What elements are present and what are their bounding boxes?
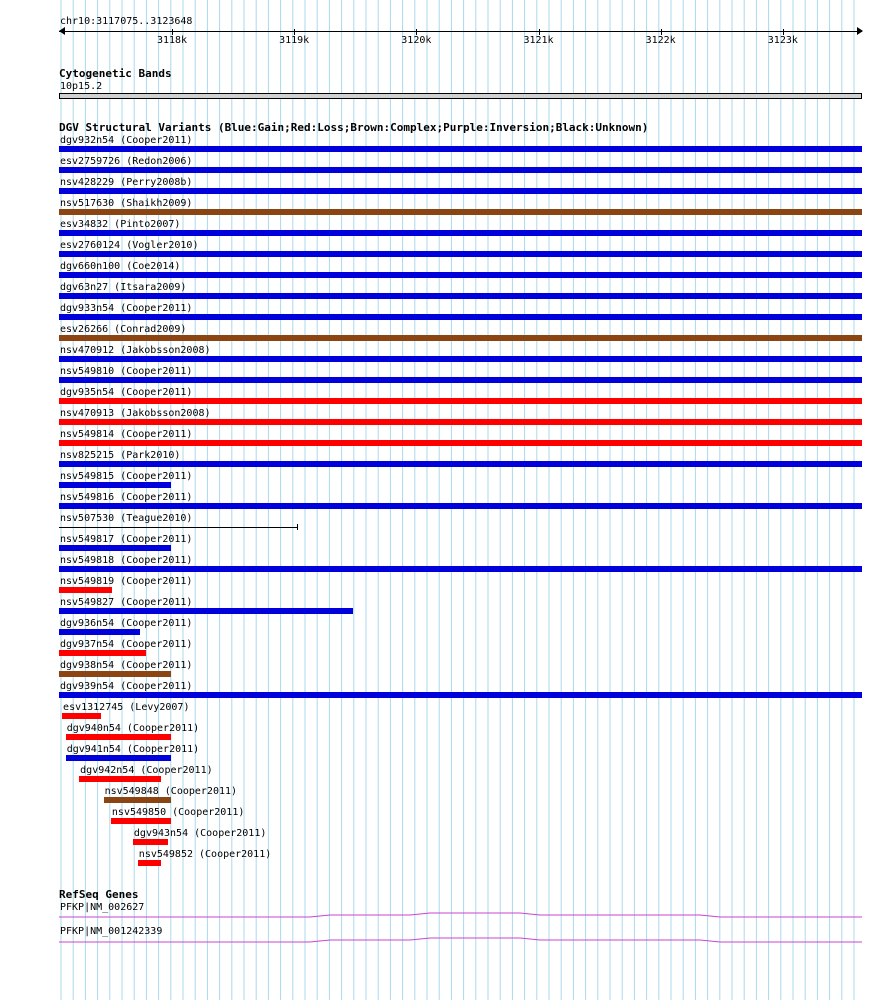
- variant-label[interactable]: nsv549815 (Cooper2011): [60, 471, 193, 482]
- variant-label[interactable]: nsv549827 (Cooper2011): [60, 597, 193, 608]
- variant-bar-loss[interactable]: [59, 650, 146, 656]
- variant-bar-loss[interactable]: [59, 440, 862, 446]
- variant-label[interactable]: nsv549816 (Cooper2011): [60, 492, 193, 503]
- variant-label[interactable]: dgv936n54 (Cooper2011): [60, 618, 193, 629]
- cytoband-10p15-2[interactable]: [59, 93, 862, 99]
- variant-label[interactable]: nsv507530 (Teague2010): [60, 513, 193, 524]
- refseq-track-title: RefSeq Genes: [59, 888, 139, 901]
- ruler-tick-label: 3121k: [523, 35, 554, 46]
- variant-bar-gain[interactable]: [59, 356, 862, 362]
- variant-label[interactable]: esv2760124 (Vogler2010): [60, 240, 199, 251]
- variant-bar-gain[interactable]: [59, 503, 862, 509]
- variant-label[interactable]: nsv549810 (Cooper2011): [60, 366, 193, 377]
- variant-label[interactable]: dgv942n54 (Cooper2011): [80, 765, 213, 776]
- ruler-tick-label: 3118k: [156, 35, 188, 46]
- variant-bar-gain[interactable]: [59, 188, 862, 194]
- variant-label[interactable]: nsv549819 (Cooper2011): [60, 576, 193, 587]
- variant-label[interactable]: nsv517630 (Shaikh2009): [60, 198, 193, 209]
- variant-label[interactable]: nsv549814 (Cooper2011): [60, 429, 193, 440]
- variant-bar-loss[interactable]: [62, 713, 101, 719]
- variant-label[interactable]: nsv549852 (Cooper2011): [138, 849, 272, 860]
- variant-bar-complex[interactable]: [104, 797, 171, 803]
- variant-bar-loss[interactable]: [66, 734, 171, 740]
- variant-bar-loss[interactable]: [111, 818, 171, 824]
- ruler-position-label: chr10:3117075..3123648: [60, 16, 193, 27]
- variant-bar-loss[interactable]: [59, 398, 862, 404]
- variant-bar-complex[interactable]: [59, 671, 171, 677]
- variant-bar-gain[interactable]: [59, 377, 862, 383]
- variant-bar-complex[interactable]: [59, 335, 862, 341]
- variant-label[interactable]: esv34832 (Pinto2007): [60, 219, 181, 230]
- variant-label[interactable]: dgv935n54 (Cooper2011): [60, 387, 193, 398]
- ruler-tick-label: 3122k: [645, 35, 676, 46]
- variant-bar-loss[interactable]: [59, 587, 112, 593]
- variant-bar-gain[interactable]: [59, 566, 862, 572]
- variant-bar-unknown[interactable]: [59, 527, 297, 528]
- ruler-arrow-left-icon: [59, 27, 65, 35]
- variant-label[interactable]: dgv932n54 (Cooper2011): [60, 135, 193, 146]
- variant-bar-gain[interactable]: [59, 293, 862, 299]
- variant-label[interactable]: dgv63n27 (Itsara2009): [60, 282, 187, 293]
- variant-bar-loss[interactable]: [79, 776, 161, 782]
- variant-bar-gain[interactable]: [66, 755, 171, 761]
- variant-label[interactable]: dgv943n54 (Cooper2011): [133, 828, 267, 839]
- variant-label[interactable]: nsv428229 (Perry2008b): [60, 177, 193, 188]
- variant-label[interactable]: nsv549817 (Cooper2011): [60, 534, 193, 545]
- ruler-tick-label: 3123k: [767, 35, 798, 46]
- variant-bar-gain[interactable]: [59, 314, 862, 320]
- gene-model-nm-001242339[interactable]: [0, 932, 890, 946]
- variant-bar-loss[interactable]: [138, 860, 161, 866]
- variant-label[interactable]: nsv470912 (Jakobsson2008): [60, 345, 211, 356]
- variant-label[interactable]: nsv470913 (Jakobsson2008): [60, 408, 211, 419]
- variant-bar-loss[interactable]: [133, 839, 168, 845]
- dgv-track-title: DGV Structural Variants (Blue:Gain;Red:Loss;Brown:Complex;Purple:Inversion;Black:Unknown): [59, 121, 649, 134]
- gene-label[interactable]: PFKP|NM_002627: [60, 902, 145, 913]
- variant-label[interactable]: nsv549818 (Cooper2011): [60, 555, 193, 566]
- variant-bar-gain[interactable]: [59, 545, 171, 551]
- cytoband-label: 10p15.2: [60, 81, 103, 92]
- variant-bar-loss[interactable]: [59, 419, 862, 425]
- variant-label[interactable]: dgv941n54 (Cooper2011): [66, 744, 200, 755]
- variant-label[interactable]: nsv825215 (Park2010): [60, 450, 181, 461]
- ruler-arrow-right-icon: [857, 27, 863, 35]
- variant-label[interactable]: dgv940n54 (Cooper2011): [66, 723, 200, 734]
- ruler[interactable]: [0, 0, 890, 48]
- variant-bar-complex[interactable]: [59, 209, 862, 215]
- variant-end-cap: [297, 524, 298, 530]
- variant-bar-gain[interactable]: [59, 629, 140, 635]
- variant-bar-gain[interactable]: [59, 272, 862, 278]
- variant-label[interactable]: esv1312745 (Levy2007): [63, 702, 190, 713]
- variant-bar-gain[interactable]: [59, 167, 862, 173]
- variant-bar-gain[interactable]: [59, 608, 353, 614]
- variant-label[interactable]: dgv938n54 (Cooper2011): [60, 660, 193, 671]
- variant-label[interactable]: esv2759726 (Redon2006): [60, 156, 193, 167]
- gene-model-nm-002627[interactable]: [0, 908, 890, 922]
- ruler-tick-label: 3119k: [279, 35, 310, 46]
- variant-label[interactable]: nsv549848 (Cooper2011): [104, 786, 238, 797]
- variant-label[interactable]: esv26266 (Conrad2009): [60, 324, 187, 335]
- variant-bar-gain[interactable]: [59, 251, 862, 257]
- variant-bar-gain[interactable]: [59, 230, 862, 236]
- variant-label[interactable]: dgv933n54 (Cooper2011): [60, 303, 193, 314]
- variant-bar-gain[interactable]: [59, 482, 171, 488]
- ruler-axis-line: [59, 31, 862, 32]
- cytoband-track-title: Cytogenetic Bands: [59, 67, 172, 80]
- variant-label[interactable]: dgv939n54 (Cooper2011): [60, 681, 193, 692]
- variant-label[interactable]: nsv549850 (Cooper2011): [111, 807, 245, 818]
- variant-label[interactable]: dgv660n100 (Coe2014): [60, 261, 181, 272]
- gene-label[interactable]: PFKP|NM_001242339: [60, 926, 163, 937]
- variant-bar-gain[interactable]: [59, 146, 862, 152]
- ruler-tick-label: 3120k: [401, 35, 432, 46]
- variant-bar-gain[interactable]: [59, 692, 862, 698]
- variant-bar-gain[interactable]: [59, 461, 862, 467]
- variant-label[interactable]: dgv937n54 (Cooper2011): [60, 639, 193, 650]
